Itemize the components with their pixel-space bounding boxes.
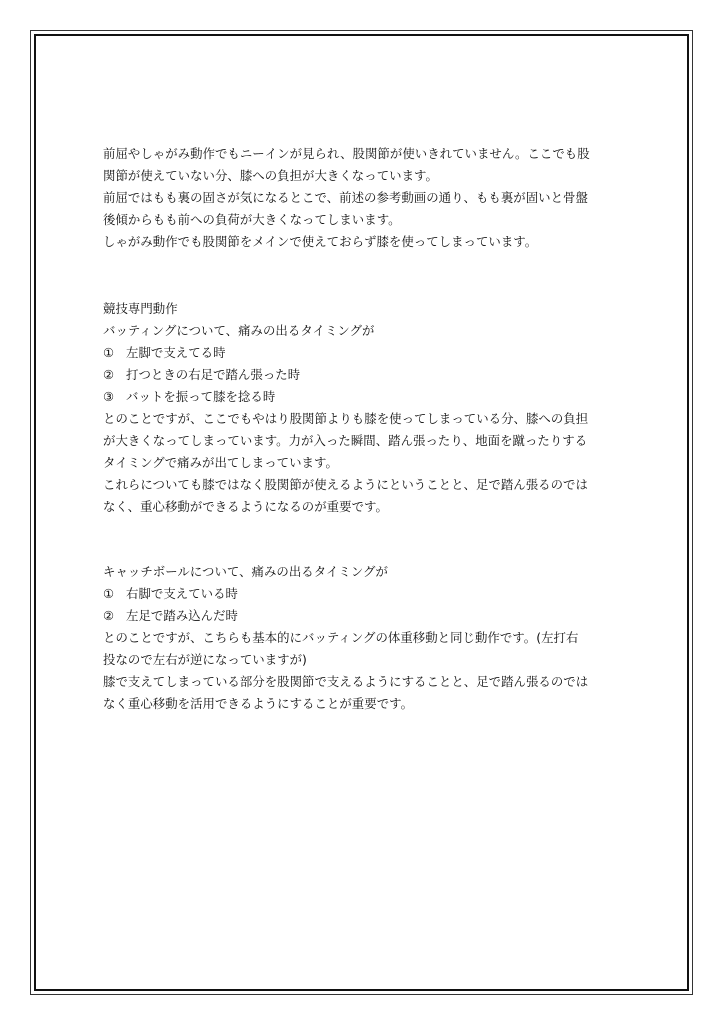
list-item xyxy=(103,386,275,408)
paragraph-line: なく、重心移動ができるようになるのが重要です。 xyxy=(103,499,388,514)
list-item xyxy=(103,605,238,627)
paragraph-line: 前屈やしゃがみ動作でもニーインが見られ、股関節が使いきれていません。ここでも股 xyxy=(103,146,590,161)
list-item-number: ③ xyxy=(103,389,115,404)
paragraph-line: 前屈ではもも裏の固さが気になるとこで、前述の参考動画の通り、もも裏が固いと骨盤 xyxy=(103,190,588,205)
paragraph-line: しゃがみ動作でも股関節をメインで使えておらず膝を使ってしまっています。 xyxy=(103,234,538,249)
paragraph-line: なく重心移動を活用できるようにすることが重要です。 xyxy=(103,696,414,711)
list-item xyxy=(103,364,300,386)
section-heading: 競技専門動作 xyxy=(103,301,178,316)
list-item-text: バットを振って膝を捻る時 xyxy=(126,389,276,404)
paragraph-line: 投なので左右が逆になっていますが) xyxy=(103,652,307,667)
paragraph-line: とのことですが、こちらも基本的にバッティングの体重移動と同じ動作です。(左打右 xyxy=(103,630,579,645)
paragraph-line: が大きくなってしまっています。力が入った瞬間、踏ん張ったり、地面を蹴ったりする xyxy=(103,433,588,448)
list-item xyxy=(103,583,238,605)
list-item xyxy=(103,342,226,364)
paragraph-line: とのことですが、ここでもやはり股関節よりも膝を使ってしまっている分、膝への負担 xyxy=(103,411,589,426)
paragraph-line: これらについても膝ではなく股関節が使えるようにということと、足で踏ん張るのでは xyxy=(103,477,588,492)
list-item-number: ② xyxy=(103,367,115,382)
paragraph-line: 関節が使えていない分、膝への負担が大きくなっています。 xyxy=(103,168,438,183)
list-item-text: 右脚で支えている時 xyxy=(126,586,238,601)
list-item-text: 左脚で支えてる時 xyxy=(126,345,226,360)
list-item-text: 左足で踏み込んだ時 xyxy=(126,608,238,623)
catch-intro: キャッチボールについて、痛みの出るタイミングが xyxy=(103,564,388,579)
paragraph-line: タイミングで痛みが出てしまっています。 xyxy=(103,455,338,470)
list-item-number: ② xyxy=(103,608,115,623)
list-item-text: 打つときの右足で踏ん張った時 xyxy=(126,367,301,382)
batting-intro: バッティングについて、痛みの出るタイミングが xyxy=(103,323,375,338)
paragraph-line: 後傾からもも前への負荷が大きくなってしまいます。 xyxy=(103,212,401,227)
list-item-number: ① xyxy=(103,345,115,360)
list-item-number: ① xyxy=(103,586,115,601)
paragraph-line: 膝で支えてしまっている部分を股関節で支えるようにすることと、足で踏ん張るのでは xyxy=(103,674,589,689)
